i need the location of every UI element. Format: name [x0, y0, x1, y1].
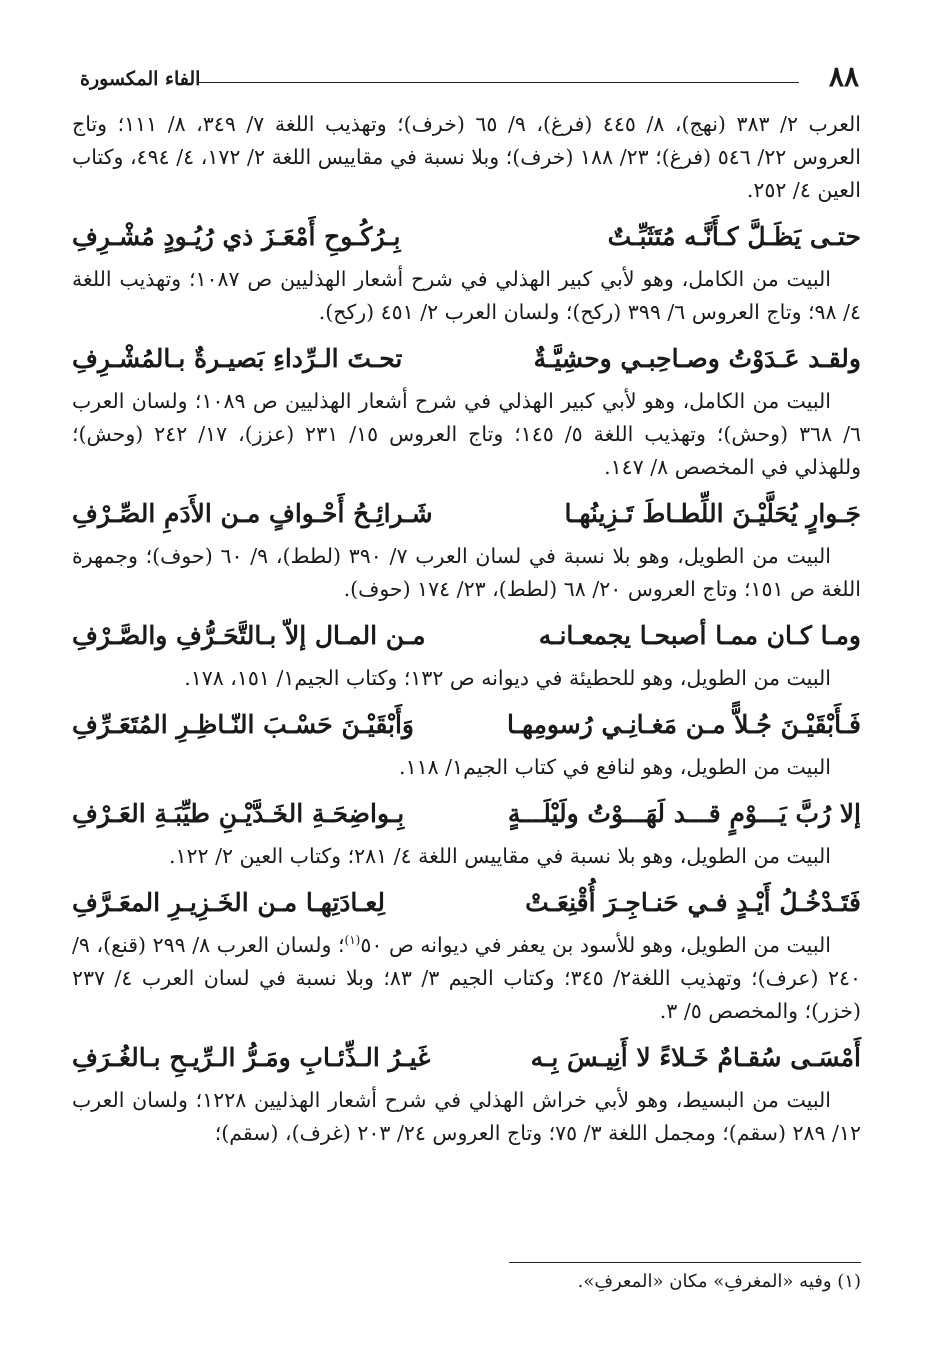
poem-verse — [72, 1040, 861, 1076]
paragraph-text: العرب ٢/ ٣٨٣ (نهج)، ٨/ ٤٤٥ (فرغ)، ٩/ ٦٥ (خرف)؛ وتهذيب اللغة ٧/ ٣٤٩، ٨/ ١١١؛ وتاج العروس ٢٢/ ٥٤٦ (فرغ)؛ ٢٣/ ١٨٨ (خرف)؛ وبلا نسبة في مقاييس اللغة ٢/ ١٧٢، ٤/ ٤٩٤، وكتاب العين ٤/ ٢٥٢. — [72, 112, 861, 202]
paragraph-text: البيت من البسيط، وهو لأبي خراش الهذلي في شرح أشعار الهذليين ١٢٢٨؛ ولسان العرب ١٢/ ٢٨٩ (سقم)؛ ومجمل اللغة ٣/ ٧٥؛ وتاج العروس ٢٤/ ٢٠٣ (غرف)، (سقم)؛ — [72, 1088, 861, 1145]
verse-first-hemistich: إلا رُبَّ يَـــوْمٍ قـــد لَهَـــوْتُ ولَيْلَـــةٍ — [507, 799, 861, 828]
citation-paragraph — [72, 540, 861, 610]
paragraph-text: البيت من الطويل، وهو بلا نسبة في لسان العرب ٧/ ٣٩٠ (لطط)، ٩/ ٦٠ (حوف)؛ وجمهرة اللغة ص ١٥١؛ وتاج العروس ٢٠/ ٦٨ (لطط)، ٢٣/ ١٧٤ (حوف). — [72, 544, 861, 601]
verse-second-hemistich: مـن المـال إلاّ بـالتَّحَـرُّفِ والصَّـرْفِ — [72, 621, 426, 650]
footnote-rule — [509, 1262, 861, 1263]
paragraph-text: البيت من الطويل، وهو بلا نسبة في مقاييس اللغة ٤/ ٢٨١؛ وكتاب العين ٢/ ١٢٢. — [168, 844, 831, 868]
verse-second-hemistich: شَـرائِـحُ أَحْـوافٍ مـن الأَدَمِ الصِّـرْفِ — [72, 499, 433, 528]
paragraph-text: البيت من الكامل، وهو لأبي كبير الهذلي في شرح أشعار الهذليين ص ١٠٨٩؛ ولسان العرب ٦/ ٣٦٨ (وحش)؛ وتهذيب اللغة ٥/ ١٤٥؛ وتاج العروس ١٥/ ٢٣١ (عزز)، ١٧/ ٢٤٢ (وحش)؛ وللهذلي في المخصص ٨/ ١٤٧. — [72, 389, 862, 479]
poem-verse — [72, 219, 861, 255]
citation-paragraph — [72, 385, 861, 488]
citation-paragraph — [72, 662, 861, 699]
verse-second-hemistich: بِـواضِحَـةِ الخَـدَّيْـنِ طيِّبَـةِ العَـرْفِ — [72, 799, 405, 828]
poem-verse — [72, 707, 861, 743]
verse-second-hemistich: لِعـادَتِهـا مـن الخَـزِيـرِ المعَـرَّفِ — [72, 888, 386, 917]
verse-first-hemistich: حتـى يَظَـلَّ كـأَنَّـه مُتَثَبِّـتٌ — [607, 222, 861, 251]
verse-second-hemistich: غَيـرُ الـذِّئـابِ ومَـرُّ الـرِّيـحِ بـالغُـرَفِ — [72, 1043, 431, 1072]
poem-verse — [72, 341, 861, 377]
verse-first-hemistich: فَتَـدْخُـلُ أَيْـدٍ فـي حَنـاجِـرَ أُقْنِعَـتْ — [525, 888, 861, 917]
paragraph-text: البيت من الطويل، وهو للأسود بن يعفر في ديوانه ص ٥٠ — [360, 933, 831, 957]
header-rule — [198, 82, 799, 83]
citation-paragraph — [72, 263, 861, 333]
verse-second-hemistich: بِـرُكُـوحِ أَمْعَـزَ ذي رُيُـودٍ مُشْـرِفِ — [72, 222, 401, 251]
poem-verse — [72, 796, 861, 832]
paragraph-text-continued: ؛ ولسان العرب ٨/ ٢٩٩ (قنع)، ٩/ ٢٤٠ (عرف)؛ وتهذيب اللغة٢/ ٣٤٥؛ وكتاب الجيم ٣/ ٨٣؛ وبلا نسبة في لسان العرب ٤/ ٢٣٧ (خزر)؛ والمخصص ٥/ ٣. — [72, 933, 861, 1023]
verse-first-hemistich: ومـا كـان ممـا أصبحـا يجمعـانـه — [538, 621, 861, 650]
citation-paragraph — [72, 929, 861, 1032]
verse-first-hemistich: ولقـد عَـدَوْتُ وصـاحِبـي وحشِيَّـةٌ — [533, 344, 861, 373]
paragraph-text: البيت من الكامل، وهو لأبي كبير الهذلي في شرح أشعار الهذليين ص ١٠٨٧؛ وتهذيب اللغة ٤/ ٩٨؛ وتاج العروس ٦/ ٣٩٩ (ركح)؛ ولسان العرب ٢/ ٤٥١ (ركح). — [72, 267, 861, 324]
footnote: (١) وفيه «المغرفِ» مكان «المعرفِ». — [577, 1271, 861, 1292]
footnote-marker[interactable]: (١) — [344, 933, 361, 948]
running-title: الفاء المكسورة — [80, 68, 201, 90]
poem-verse — [72, 618, 861, 654]
citation-paragraph — [72, 108, 861, 211]
verse-first-hemistich: فَـأَبْقَيْـنَ جُـلاًّ مـن مَغـانِـي رُسومِهـا — [507, 710, 861, 739]
page-header — [80, 62, 867, 96]
paragraph-text: البيت من الطويل، وهو لنافع في كتاب الجيم١/ ١١٨. — [399, 755, 831, 779]
citation-paragraph — [72, 1084, 861, 1154]
citation-paragraph — [72, 840, 861, 877]
paragraph-text: البيت من الطويل، وهو للحطيئة في ديوانه ص ١٣٢؛ وكتاب الجيم١/ ١٥١، ١٧٨. — [184, 666, 831, 690]
poem-verse — [72, 496, 861, 532]
verse-second-hemistich: تحـتَ الـرِّداءِ بَصيـرةٌ بـالمُشْـرِفِ — [72, 344, 403, 373]
page-number: ٨٨ — [828, 60, 859, 93]
verse-first-hemistich: أَمْسَـى سُقـامٌ خَـلاءً لا أَنِيـسَ بِـه — [530, 1043, 861, 1072]
verse-second-hemistich: وَأَبْقَيْـنَ حَسْـبَ النّـاظِـرِ المُتَعَـرِّفِ — [72, 710, 414, 739]
citation-paragraph — [72, 751, 861, 788]
main-text — [72, 108, 861, 1154]
poem-verse — [72, 885, 861, 921]
verse-first-hemistich: جَـوارٍ يُحَلَّيْـنَ اللِّطـاطَ تَـزِينُهـا — [564, 499, 861, 528]
